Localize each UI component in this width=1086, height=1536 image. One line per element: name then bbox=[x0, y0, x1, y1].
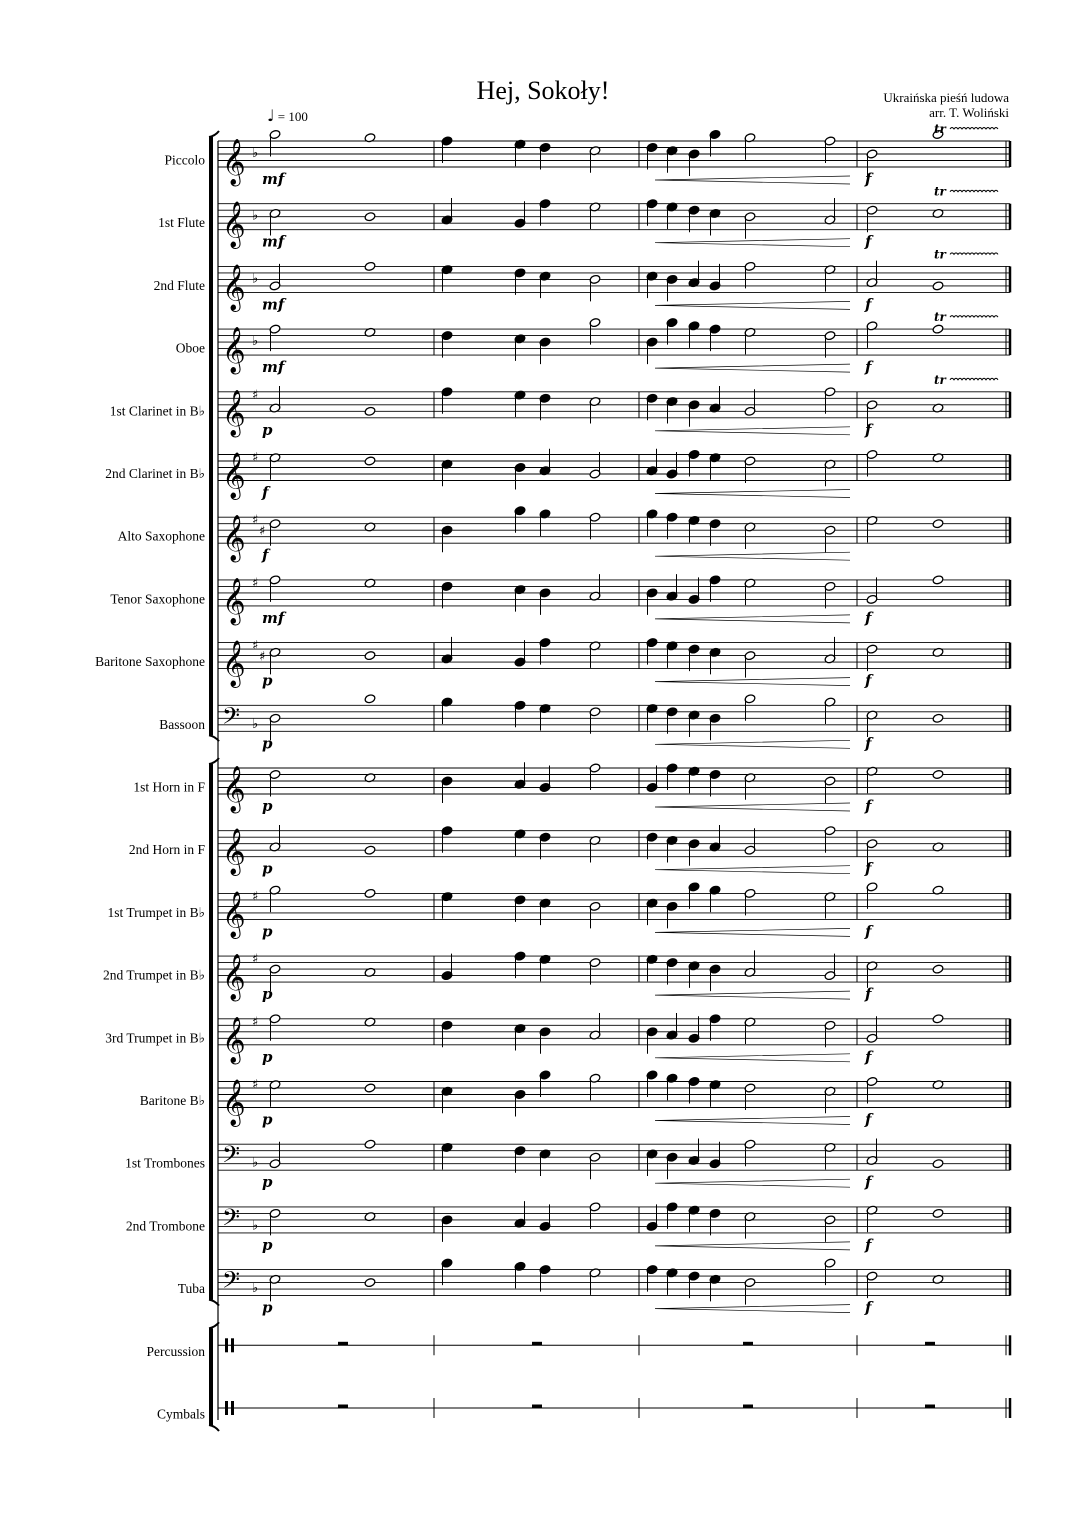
treble-clef-icon: 𝄞 bbox=[222, 515, 246, 562]
sharp-icon: ♯ bbox=[252, 952, 259, 968]
staff-11 bbox=[133, 762, 1010, 815]
crescendo-hairpin bbox=[655, 1179, 850, 1187]
dynamic-marking: p bbox=[262, 1298, 273, 1317]
treble-clef-icon: 𝄞 bbox=[222, 828, 246, 875]
staff-label: Percussion bbox=[146, 1343, 205, 1359]
staff-18 bbox=[126, 1201, 1010, 1254]
trill-wave-icon bbox=[950, 378, 998, 380]
bass-clef-icon: 𝄢 bbox=[222, 1266, 241, 1300]
dynamic-marking: f bbox=[865, 671, 872, 690]
staff-label: 1st Flute bbox=[158, 215, 205, 231]
sharp-icon: ♯ bbox=[252, 1077, 259, 1093]
staff-4 bbox=[176, 310, 1010, 376]
flat-icon: ♭ bbox=[252, 208, 259, 224]
crescendo-hairpin bbox=[655, 1305, 850, 1313]
note-head bbox=[364, 888, 376, 898]
treble-clef-icon: 𝄞 bbox=[222, 139, 246, 185]
note-head bbox=[364, 1139, 376, 1149]
staff-13 bbox=[107, 882, 1010, 941]
staff-17 bbox=[125, 1138, 1010, 1191]
staff-16 bbox=[140, 1070, 1010, 1129]
dynamic-marking: p bbox=[262, 1047, 273, 1066]
dynamic-marking: f bbox=[865, 358, 872, 377]
flat-icon: ♭ bbox=[252, 716, 259, 732]
note-head bbox=[932, 324, 944, 334]
note-head bbox=[932, 769, 944, 779]
dynamic-marking: p bbox=[262, 1235, 273, 1254]
staff-label: Baritone Saxophone bbox=[95, 654, 205, 670]
dynamic-marking: f bbox=[865, 295, 872, 314]
crescendo-hairpin bbox=[655, 678, 850, 686]
staff-label: 3rd Trumpet in B♭ bbox=[105, 1030, 205, 1046]
dynamic-marking: f bbox=[865, 734, 872, 753]
treble-clef-icon: 𝄞 bbox=[222, 577, 246, 624]
staff-1 bbox=[165, 122, 1011, 188]
half-rest-icon bbox=[925, 1342, 935, 1346]
trill-wave-icon bbox=[950, 128, 998, 130]
staff-label: 2nd Trombone bbox=[125, 1218, 205, 1234]
bass-clef-icon: 𝄢 bbox=[222, 1203, 241, 1237]
crescendo-hairpin bbox=[655, 364, 850, 372]
dynamic-marking: mf bbox=[262, 358, 285, 377]
crescendo-hairpin bbox=[655, 1054, 850, 1062]
treble-clef-icon: 𝄞 bbox=[222, 327, 246, 374]
dynamic-marking: p bbox=[262, 1173, 273, 1192]
flat-icon: ♭ bbox=[252, 271, 259, 287]
treble-clef-icon: 𝄞 bbox=[222, 891, 246, 938]
sharp-icon: ♯ bbox=[259, 649, 266, 665]
note-head bbox=[932, 1208, 944, 1218]
trill-wave-icon bbox=[950, 253, 998, 255]
treble-clef-icon: 𝄞 bbox=[222, 389, 246, 436]
staff-label: 2nd Flute bbox=[153, 277, 205, 293]
crescendo-hairpin bbox=[655, 803, 850, 811]
sharp-icon: ♯ bbox=[252, 575, 259, 591]
staff-label: Tenor Saxophone bbox=[110, 591, 205, 607]
staff-9 bbox=[95, 637, 1010, 690]
note-head bbox=[932, 964, 944, 974]
staff-21 bbox=[157, 1398, 1010, 1422]
crescendo-hairpin bbox=[655, 866, 850, 874]
dynamic-marking: f bbox=[865, 420, 872, 439]
flat-icon: ♭ bbox=[252, 334, 259, 350]
staff-label: Cymbals bbox=[156, 1406, 205, 1422]
crescendo-hairpin bbox=[655, 1117, 850, 1125]
dynamic-marking: f bbox=[865, 859, 872, 878]
note-head bbox=[364, 694, 376, 704]
staff-14 bbox=[103, 950, 1010, 1003]
crescendo-hairpin bbox=[655, 928, 850, 936]
note-head bbox=[932, 575, 944, 585]
note-head bbox=[364, 456, 376, 466]
staff-label: 2nd Trumpet in B♭ bbox=[102, 967, 205, 983]
quarter-note-icon: ♩ bbox=[267, 106, 275, 125]
flat-icon: ♭ bbox=[252, 1218, 259, 1234]
treble-clef-icon: 𝄞 bbox=[222, 201, 246, 248]
crescendo-hairpin bbox=[655, 1242, 850, 1250]
staff-label: Tuba bbox=[177, 1281, 205, 1297]
trill-wave-icon bbox=[950, 316, 998, 318]
staff-15 bbox=[105, 1013, 1010, 1066]
dynamic-marking: f bbox=[865, 1235, 872, 1254]
sharp-icon: ♯ bbox=[252, 450, 259, 466]
note-head bbox=[364, 406, 376, 416]
staff-label: 1st Horn in F bbox=[133, 779, 205, 795]
crescendo-hairpin bbox=[655, 490, 850, 498]
dynamic-marking: f bbox=[865, 797, 872, 815]
staff-label: 1st Trombones bbox=[125, 1155, 205, 1171]
staff-label: Baritone B♭ bbox=[139, 1093, 205, 1108]
staff-19 bbox=[178, 1258, 1010, 1317]
half-rest-icon bbox=[532, 1342, 542, 1346]
dynamic-marking: mf bbox=[262, 608, 285, 627]
dynamic-marking: f bbox=[865, 1047, 872, 1066]
dynamic-marking: p bbox=[262, 671, 273, 690]
trill-marking: tr bbox=[934, 310, 946, 325]
crescendo-hairpin bbox=[655, 740, 850, 748]
dynamic-marking: f bbox=[865, 922, 872, 941]
crescendo-hairpin bbox=[655, 176, 850, 184]
treble-clef-icon: 𝄞 bbox=[222, 766, 246, 812]
staff-label: Bassoon bbox=[159, 716, 205, 732]
treble-clef-icon: 𝄞 bbox=[222, 1079, 246, 1126]
note-head bbox=[364, 261, 376, 271]
staff-label: 1st Clarinet in B♭ bbox=[109, 403, 205, 419]
dynamic-marking: p bbox=[262, 797, 273, 815]
treble-clef-icon: 𝄞 bbox=[222, 954, 246, 1001]
staff-label: Alto Saxophone bbox=[117, 528, 205, 544]
dynamic-marking: f bbox=[865, 1298, 872, 1317]
half-rest-icon bbox=[532, 1405, 542, 1409]
dynamic-marking: f bbox=[865, 232, 872, 251]
half-rest-icon bbox=[743, 1342, 753, 1346]
trill-marking: tr bbox=[934, 122, 946, 136]
bass-clef-icon: 𝄢 bbox=[222, 1140, 241, 1174]
crescendo-hairpin bbox=[655, 615, 850, 623]
sharp-icon: ♯ bbox=[252, 387, 259, 403]
staff-20 bbox=[147, 1335, 1011, 1359]
trill-marking: tr bbox=[934, 247, 946, 262]
staff-8 bbox=[110, 574, 1010, 627]
treble-clef-icon: 𝄞 bbox=[222, 452, 246, 499]
dynamic-marking: f bbox=[865, 1173, 872, 1192]
staff-label: 1st Trumpet in B♭ bbox=[107, 904, 205, 920]
crescendo-hairpin bbox=[655, 301, 850, 309]
crescendo-hairpin bbox=[655, 239, 850, 247]
dynamic-marking: p bbox=[262, 734, 273, 753]
dynamic-marking: f bbox=[865, 170, 872, 188]
note-head bbox=[932, 519, 944, 529]
treble-clef-icon: 𝄞 bbox=[222, 640, 246, 687]
dynamic-marking: f bbox=[865, 1110, 872, 1129]
half-rest-icon bbox=[338, 1342, 348, 1346]
half-rest-icon bbox=[743, 1405, 753, 1409]
staff-5 bbox=[110, 373, 1010, 439]
staff-label: Oboe bbox=[175, 340, 205, 356]
half-rest-icon bbox=[338, 1405, 348, 1409]
note-head bbox=[364, 651, 376, 661]
dynamic-marking: p bbox=[262, 420, 273, 439]
half-rest-icon bbox=[925, 1405, 935, 1409]
bass-clef-icon: 𝄢 bbox=[222, 701, 241, 735]
dynamic-marking: f bbox=[262, 483, 269, 502]
staff-3 bbox=[154, 247, 1010, 313]
sharp-icon: ♯ bbox=[252, 1014, 259, 1030]
dynamic-marking: mf bbox=[262, 232, 285, 251]
dynamic-marking: mf bbox=[262, 170, 285, 188]
treble-clef-icon: 𝄞 bbox=[222, 264, 246, 311]
staff-2 bbox=[158, 185, 1010, 251]
dynamic-marking: f bbox=[865, 608, 872, 627]
staff-12 bbox=[129, 825, 1010, 878]
sharp-icon: ♯ bbox=[259, 523, 266, 539]
sharp-icon: ♯ bbox=[252, 513, 259, 529]
flat-icon: ♭ bbox=[252, 146, 259, 161]
note-head bbox=[364, 212, 376, 222]
trill-marking: tr bbox=[934, 184, 946, 199]
crescendo-hairpin bbox=[655, 552, 850, 560]
tempo-value: = 100 bbox=[277, 109, 308, 124]
dynamic-marking: mf bbox=[262, 295, 285, 314]
note-head bbox=[364, 1083, 376, 1093]
crescendo-hairpin bbox=[655, 991, 850, 999]
trill-marking: tr bbox=[934, 372, 946, 387]
sharp-icon: ♯ bbox=[252, 638, 259, 654]
flat-icon: ♭ bbox=[252, 1155, 259, 1171]
note-head bbox=[364, 1278, 376, 1288]
note-head bbox=[364, 845, 376, 855]
staff-label: 2nd Horn in F bbox=[128, 842, 205, 858]
note-head bbox=[932, 1014, 944, 1024]
staff-7 bbox=[118, 506, 1010, 565]
note-head bbox=[932, 281, 944, 291]
score-title: Hej, Sokoły! bbox=[476, 76, 610, 105]
dynamic-marking: p bbox=[262, 985, 273, 1004]
dynamic-marking: f bbox=[865, 985, 872, 1004]
note-head bbox=[932, 1159, 944, 1169]
crescendo-hairpin bbox=[655, 427, 850, 435]
trill-wave-icon bbox=[950, 190, 998, 192]
staff-10 bbox=[159, 694, 1010, 753]
staff-label: Piccolo bbox=[164, 152, 205, 168]
flat-icon: ♭ bbox=[252, 1281, 259, 1297]
arranger: arr. T. Woliński bbox=[929, 105, 1009, 120]
dynamic-marking: p bbox=[262, 1110, 273, 1129]
staff-label: 2nd Clarinet in B♭ bbox=[105, 466, 205, 481]
dynamic-marking: p bbox=[262, 859, 273, 878]
dynamic-marking: p bbox=[262, 922, 273, 941]
dynamic-marking: f bbox=[262, 546, 269, 565]
note-head bbox=[932, 713, 944, 723]
sharp-icon: ♯ bbox=[252, 889, 259, 905]
composer-origin: Ukraińska pieśń ludowa bbox=[883, 90, 1009, 105]
staff-6 bbox=[105, 449, 1010, 502]
treble-clef-icon: 𝄞 bbox=[222, 1016, 246, 1063]
